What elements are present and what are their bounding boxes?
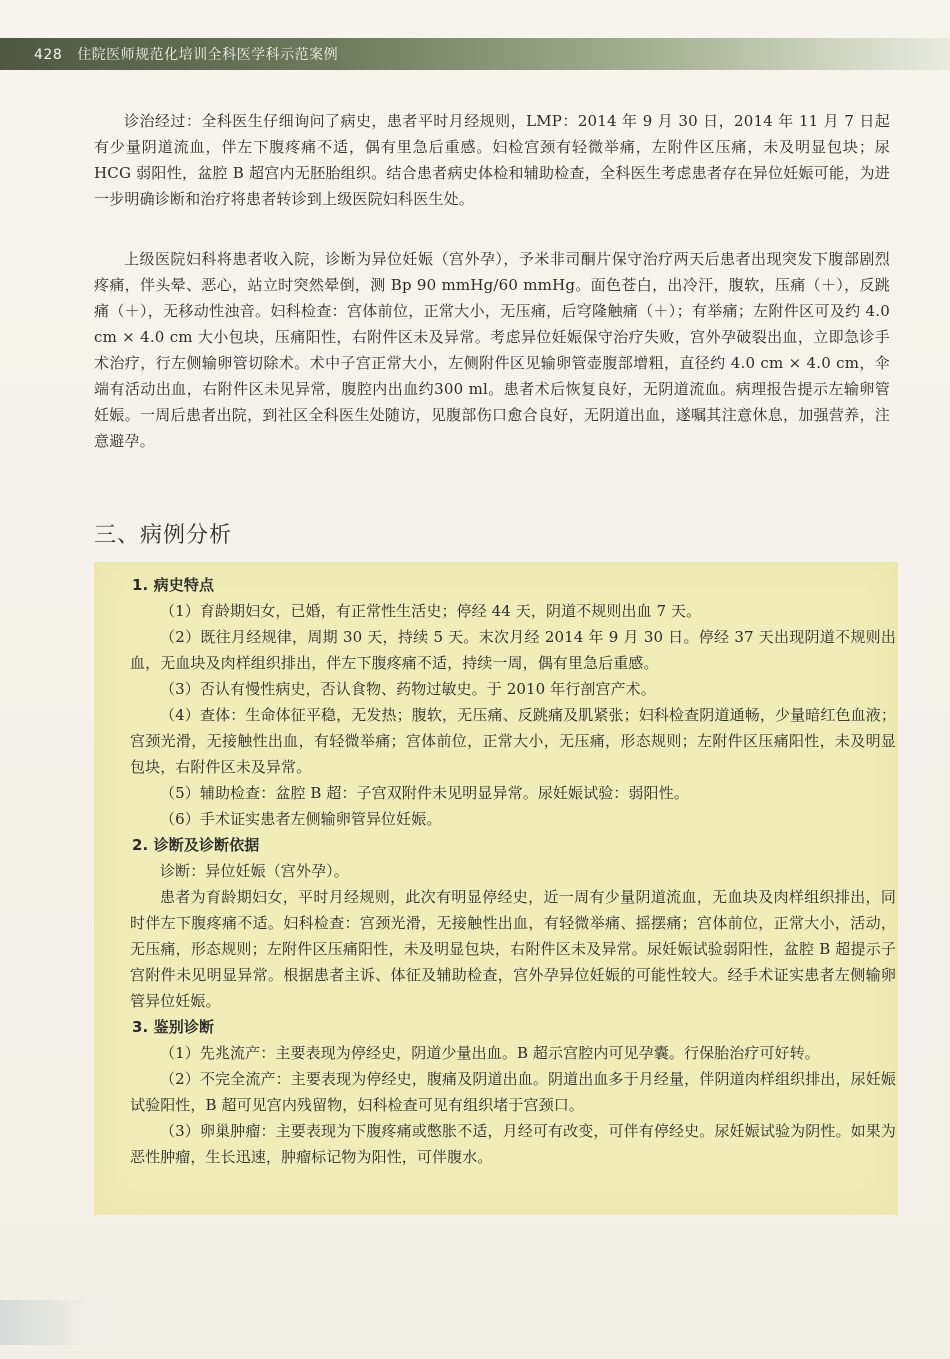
section-title: 三、病例分析	[94, 523, 233, 548]
case-analysis-content	[130, 572, 896, 1170]
history-item: （6）手术证实患者左侧输卵管异位妊娠。	[160, 810, 442, 828]
history-item: （1）育龄期妇女，已婚，有正常性生活史；停经 44 天，阴道不规则出血 7 天。	[160, 602, 702, 620]
case-analysis-box	[94, 562, 898, 1215]
page-number: 428	[34, 47, 63, 63]
hospital-paragraph	[94, 246, 890, 454]
diagnosis-basis: 患者为育龄期妇女，平时月经规则，此次有明显停经史，近一周有少量阴道流血，无血块及肉样组织排出，同时伴左下腹疼痛不适。妇科检查：宫颈光滑，无接触性出血，有轻微举痛、摇摆痛；宫体前位，正常大小，活动，无压痛，形态规则；左附件区压痛阳性，未及明显包块，右附件区未及异常。尿妊娠试验弱阳性，盆腔 B 超提示子宫附件未见明显异常。根据患者主诉、体征及辅助检查，宫外孕异位妊娠的可能性较大。经手术证实患者左侧输卵管异位妊娠。	[130, 888, 896, 1010]
diagnosis-text: 诊断：异位妊娠（宫外孕）。	[160, 862, 349, 880]
running-header	[34, 44, 338, 64]
differential-item: （3）卵巢肿瘤：主要表现为下腹疼痛或憋胀不适，月经可有改变，可伴有停经史。尿妊娠试验为阴性。如果为恶性肿瘤，生长迅速，肿瘤标记物为阳性，可伴腹水。	[130, 1122, 896, 1166]
subheading-history: 1. 病史特点	[132, 576, 215, 594]
history-item: （2）既往月经规律，周期 30 天，持续 5 天。末次月经 2014 年 9 月 30 日。停经 37 天出现阴道不规则出血，无血块及肉样组织排出，伴左下腹疼痛不适，持续一周，偶有里急后重感。	[130, 628, 896, 672]
subheading-differential: 3. 鉴别诊断	[132, 1018, 215, 1036]
page-corner-mark	[0, 1300, 90, 1345]
history-item: （3）否认有慢性病史，否认食物、药物过敏史。于 2010 年行剖宫产术。	[160, 680, 656, 698]
paragraph-text: 上级医院妇科将患者收入院，诊断为异位妊娠（宫外孕），予米非司酮片保守治疗两天后患者出现突发下腹部剧烈疼痛，伴头晕、恶心，站立时突然晕倒，测 Bp 90 mmHg/60 mmHg。面色苍白，出冷汗，腹软，压痛（＋），反跳痛（＋），无移动性浊音。妇科检查：宫体前位，正常大小，无压痛，后穹隆触痛（＋）；有举痛；左附件区可及约 4.0 cm × 4.0 cm 大小包块，压痛阳性，右附件区未及异常。考虑异位妊娠保守治疗失败，宫外孕破裂出血，立即急诊手术治疗，行左侧输卵管切除术。术中子宫正常大小，左侧附件区见输卵管壶腹部增粗，直径约 4.0 cm × 4.0 cm，伞端有活动出血，右附件区未见异常，腹腔内出血约300 ml。患者术后恢复良好，无阴道流血。病理报告提示左输卵管妊娠。一周后患者出院，到社区全科医生处随访，见腹部伤口愈合良好，无阴道出血，遂嘱其注意休息，加强营养，注意避孕。	[94, 250, 890, 450]
paragraph-text: 诊治经过：全科医生仔细询问了病史，患者平时月经规则，LMP：2014 年 9 月 30 日，2014 年 11 月 7 日起有少量阴道流血，伴左下腹疼痛不适，偶有里急后重感。妇检宫颈有轻微举痛，左附件区压痛，未及明显包块；尿 HCG 弱阳性，盆腔 B 超宫内无胚胎组织。结合患者病史体检和辅助检查，全科医生考虑患者存在异位妊娠可能，为进一步明确诊断和治疗将患者转诊到上级医院妇科医生处。	[94, 112, 890, 208]
differential-item: （1）先兆流产：主要表现为停经史，阴道少量出血。B 超示宫腔内可见孕囊。行保胎治疗可好转。	[160, 1044, 820, 1062]
treatment-paragraph	[94, 108, 890, 212]
book-title: 住院医师规范化培训全科医学科示范案例	[77, 47, 339, 63]
subheading-diagnosis: 2. 诊断及诊断依据	[132, 836, 260, 854]
differential-item: （2）不完全流产：主要表现为停经史，腹痛及阴道出血。阴道出血多于月经量，伴阴道肉样组织排出，尿妊娠试验阳性，B 超可见宫内残留物，妇科检查可见有组织堵于宫颈口。	[130, 1070, 896, 1114]
history-item: （4）查体：生命体征平稳，无发热；腹软，无压痛、反跳痛及肌紧张；妇科检查阴道通畅，少量暗红色血液；宫颈光滑，无接触性出血，有轻微举痛；宫体前位，正常大小，无压痛，形态规则；左附件区压痛阳性，未及明显包块，右附件区未及异常。	[130, 706, 896, 776]
history-item: （5）辅助检查：盆腔 B 超：子宫双附件未见明显异常。尿妊娠试验：弱阳性。	[160, 784, 689, 802]
